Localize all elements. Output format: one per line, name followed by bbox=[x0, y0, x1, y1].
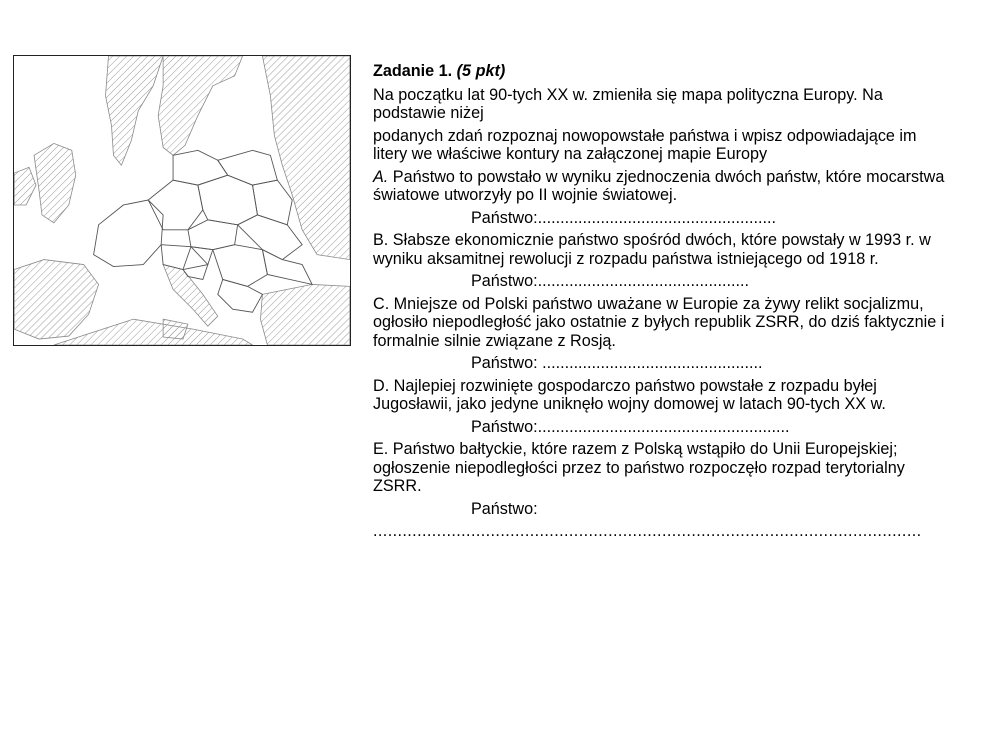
final-answer-dots: ................................................................................................................ bbox=[373, 522, 922, 540]
item-e-answer: Państwo: bbox=[471, 499, 538, 518]
item-c bbox=[373, 295, 953, 351]
country-outlines bbox=[94, 150, 312, 312]
task-title: Zadanie 1. bbox=[373, 62, 453, 80]
task-intro-2: podanych zdań rozpoznaj nowopowstałe państwa i wpisz odpowiadające im litery we właściwe kontury na załączonej mapie Europy bbox=[373, 126, 917, 163]
item-d-answer: Państwo:........................................................ bbox=[471, 417, 790, 436]
task-heading bbox=[373, 62, 953, 81]
item-a-letter: A. bbox=[373, 167, 389, 186]
europe-contour-map bbox=[13, 55, 351, 346]
item-d-text: Najlepiej rozwinięte gospodarczo państwo powstałe z rozpadu byłej Jugosławii, jako jedyne uniknęło wojny domowej w latach 90-tych XX w. bbox=[373, 376, 886, 413]
item-d-letter: D. bbox=[373, 376, 390, 395]
item-b-letter: B. bbox=[373, 231, 389, 249]
item-a bbox=[373, 168, 953, 205]
item-c-letter: C. bbox=[373, 294, 390, 313]
task-content bbox=[373, 62, 953, 545]
item-a-answer: Państwo:..................................................... bbox=[471, 208, 776, 227]
item-b bbox=[373, 231, 953, 268]
item-e-text: Państwo bałtyckie, które razem z Polską wstąpiło do Unii Europejskiej; ogłoszenie niepodległości przez to państwo rozpoczęło rozpad terytorialny ZSRR. bbox=[373, 440, 905, 495]
hatched-areas bbox=[14, 56, 350, 345]
item-a-text: Państwo to powstało w wyniku zjednoczenia dwóch państw, które mocarstwa światowe utworzyły po II wojnie światowej. bbox=[373, 167, 945, 204]
item-d bbox=[373, 377, 953, 414]
task-intro-1: Na początku lat 90-tych XX w. zmieniła się mapa polityczna Europy. Na podstawie niżej bbox=[373, 85, 883, 122]
item-c-text: Mniejsze od Polski państwo uważane w Europie za żywy relikt socjalizmu, ogłosiło niepodległość jako ostatnie z byłych republik ZSRR, do dziś faktycznie i formalnie silnie związane z Rosją. bbox=[373, 294, 945, 350]
item-b-text: Słabsze ekonomicznie państwo spośród dwóch, które powstały w 1993 r. w wyniku aksamitnej rewolucji z rozpadu państwa istniejącego od 1918 r. bbox=[373, 231, 931, 268]
item-e bbox=[373, 440, 953, 496]
item-e-letter: E. bbox=[373, 440, 389, 458]
item-b-answer: Państwo:............................................... bbox=[471, 272, 749, 290]
task-points: (5 pkt) bbox=[456, 62, 506, 80]
europe-map-drawing bbox=[14, 56, 350, 345]
item-c-answer: Państwo: ................................................. bbox=[471, 354, 763, 372]
